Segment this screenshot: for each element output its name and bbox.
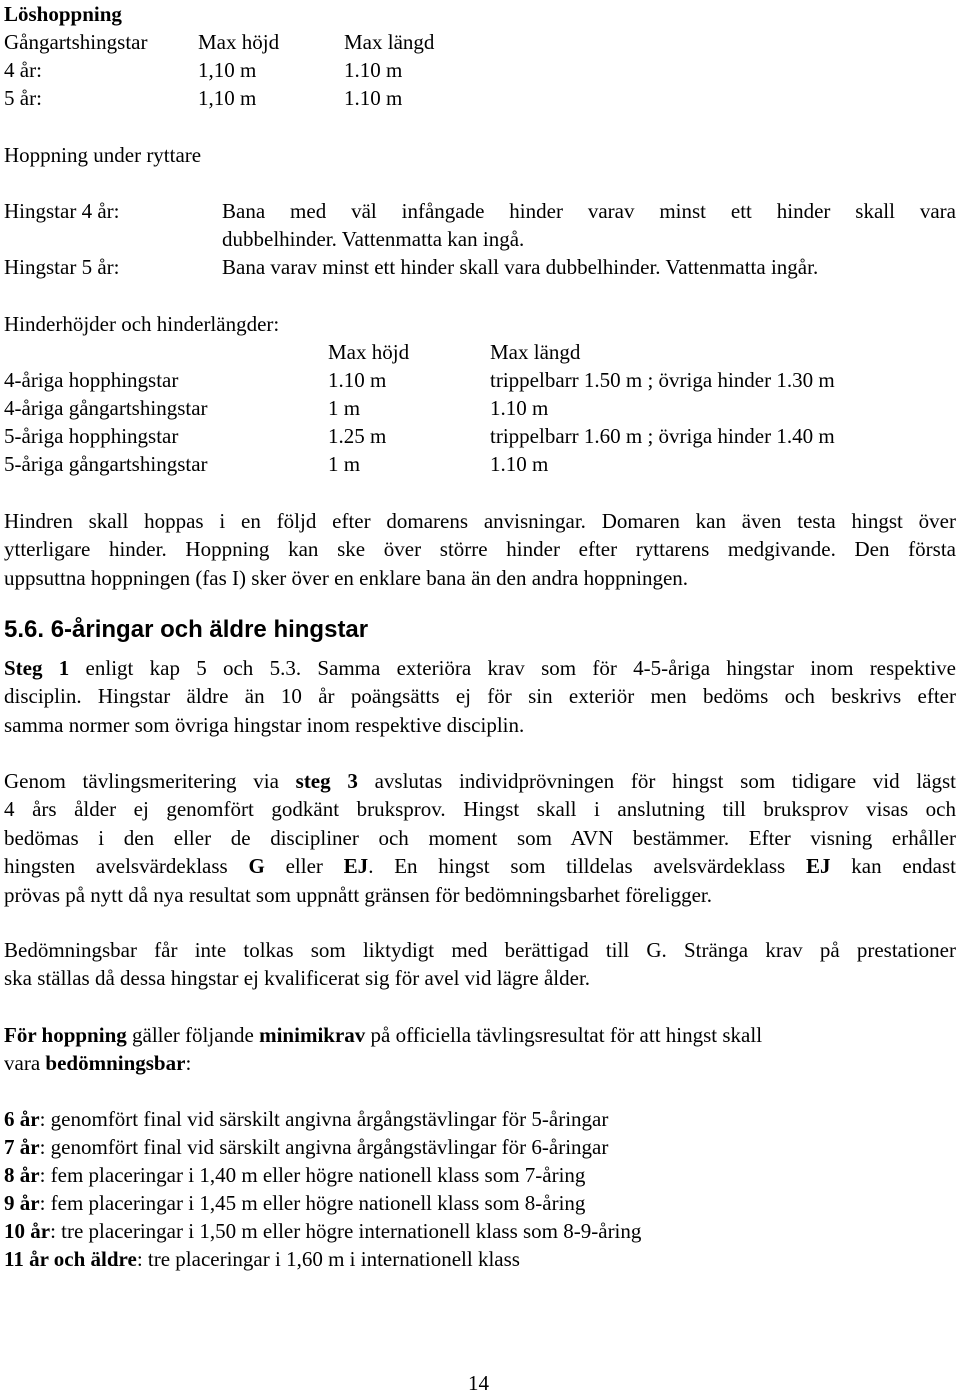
paragraph-for-hoppning <box>4 1021 762 1049</box>
emphasis: För hoppning <box>4 1023 127 1047</box>
paragraph-steg <box>4 654 956 739</box>
requirement-age: 6 år <box>4 1107 40 1131</box>
section-heading <box>4 614 368 646</box>
paragraph-hindren <box>4 507 956 592</box>
loshoppning-row-label: 4 år: <box>4 58 42 82</box>
paragraph-text: vara <box>4 1051 46 1075</box>
ryttare-h4-line1: Bana med väl infångade hinder varav minst ett hinder skall vara <box>222 199 956 223</box>
paragraph-line: Hindren skall hoppas i en följd efter domarens anvisningar. Domaren kan även testa hingst över <box>4 509 956 533</box>
paragraph-line: bedömas i den eller de discipliner och moment som AVN bestämmer. Efter visning erhåller <box>4 825 956 850</box>
paragraph-text: . En hingst som tilldelas avelsvärdeklass <box>368 854 806 879</box>
loshoppning-col2: Max höjd <box>198 30 280 54</box>
requirement-text: : fem placeringar i 1,45 m eller högre nationell klass som 8-åring <box>39 1191 586 1215</box>
ryttare-heading: Hoppning under ryttare <box>4 143 202 167</box>
steg-label: steg 3 <box>295 769 358 793</box>
paragraph-line <box>4 767 956 795</box>
emphasis: minimikrav <box>259 1023 366 1047</box>
paragraph-line <box>4 852 956 880</box>
ryttare-h5-text: Bana varav minst ett hinder skall vara dubbelhinder. Vattenmatta ingår. <box>222 255 819 279</box>
loshoppning-col3: Max längd <box>344 30 435 54</box>
loshoppning-col1: Gångartshingstar <box>4 30 148 54</box>
class-ej: EJ <box>343 854 369 879</box>
hinder-row-height: 1.10 m <box>328 368 387 392</box>
paragraph-text: : <box>185 1051 192 1075</box>
page-number: 14 <box>468 1371 489 1395</box>
requirement-age: 8 år <box>4 1163 40 1187</box>
hinder-col-length: Max längd <box>490 340 581 364</box>
loshoppning-row-height: 1,10 m <box>198 86 257 110</box>
paragraph-line: uppsuttna hoppningen (fas I) sker över en enklare bana än den andra hoppningen. <box>4 565 689 590</box>
section-title: 6-åringar och äldre hingstar <box>50 616 369 643</box>
paragraph-text: Genom tävlingsmeritering via <box>4 769 296 793</box>
paragraph-line: ytterligare hinder. Hoppning kan ske över större hinder efter ryttarens medgivande. Den första <box>4 537 956 562</box>
paragraph-text: kan endast <box>830 854 956 879</box>
requirement-text: : genomfört final vid särskilt angivna årgångstävlingar för 6-åringar <box>39 1135 609 1159</box>
loshoppning-row-height: 1,10 m <box>198 58 257 82</box>
hinder-row-length: 1.10 m <box>490 452 549 476</box>
ryttare-h5-label: Hingstar 5 år: <box>4 255 120 279</box>
loshoppning-row-label: 5 år: <box>4 86 42 110</box>
requirement-text: : tre placeringar i 1,50 m eller högre internationell klass som 8-9-åring <box>50 1219 642 1243</box>
paragraph-line: Bedömningsbar får inte tolkas som liktydigt med berättigad till G. Stränga krav på prestationer <box>4 938 956 962</box>
loshoppning-row-length: 1.10 m <box>344 86 403 110</box>
requirement-text: : tre placeringar i 1,60 m i internationell klass <box>136 1247 520 1271</box>
steg-label: Steg 1 <box>4 656 70 680</box>
requirement-item <box>4 1245 520 1273</box>
requirement-item <box>4 1217 641 1245</box>
requirement-text: : genomfört final vid särskilt angivna årgångstävlingar för 5-åringar <box>39 1107 609 1131</box>
paragraph-text: enligt kap 5 och 5.3. Samma exteriöra krav som för 4-5-åriga hingstar inom respektive <box>69 656 956 680</box>
requirement-age: 11 år och äldre <box>4 1247 137 1271</box>
paragraph-line: 4 års ålder ej genomfört godkänt bruksprov. Hingst skall i anslutning till bruksprov visas och <box>4 797 956 822</box>
paragraph-for-hoppning-line2 <box>4 1049 191 1077</box>
hinder-row-height: 1 m <box>328 452 361 476</box>
hinder-row-height: 1 m <box>328 396 361 420</box>
hinder-row-label: 4-åriga hopphingstar <box>4 368 179 392</box>
section-number: 5.6. <box>4 616 45 643</box>
requirement-age: 10 år <box>4 1219 51 1243</box>
paragraph-line: ska ställas då dessa hingstar ej kvalificerat sig för avel vid lägre ålder. <box>4 966 591 991</box>
paragraph-line: disciplin. Hingstar äldre än 10 år poängsätts ej för sin exteriör men bedöms och beskrivs efter <box>4 684 956 709</box>
requirement-text: : fem placeringar i 1,40 m eller högre nationell klass som 7-åring <box>39 1163 586 1187</box>
emphasis: bedömningsbar <box>45 1051 186 1075</box>
hinder-row-length: 1.10 m <box>490 396 549 420</box>
paragraph-bedomningsbar <box>4 936 956 993</box>
requirement-item <box>4 1161 585 1189</box>
hinder-row-label: 5-åriga gångartshingstar <box>4 452 208 476</box>
requirement-age: 9 år <box>4 1191 40 1215</box>
class-ej: EJ <box>805 854 831 879</box>
paragraph-text: hingsten avelsvärdeklass <box>4 854 249 879</box>
paragraph-line: prövas på nytt då nya resultat som uppnått gränsen för bedömningsbarhet föreligger. <box>4 882 712 907</box>
hinder-row-length: trippelbarr 1.50 m ; övriga hinder 1.30 m <box>490 368 835 392</box>
hinder-col-height: Max höjd <box>328 340 410 364</box>
requirement-age: 7 år <box>4 1135 40 1159</box>
paragraph-text: gäller följande <box>126 1023 260 1047</box>
requirement-item <box>4 1105 608 1133</box>
hinder-row-label: 5-åriga hopphingstar <box>4 424 179 448</box>
ryttare-h4-line2: dubbelhinder. Vattenmatta kan ingå. <box>222 227 525 251</box>
hinder-heading: Hinderhöjder och hinderlängder: <box>4 312 280 336</box>
paragraph-line: samma normer som övriga hingstar inom respektive disciplin. <box>4 712 525 737</box>
requirement-item <box>4 1133 608 1161</box>
hinder-row-length: trippelbarr 1.60 m ; övriga hinder 1.40 m <box>490 424 835 448</box>
paragraph-genom <box>4 767 956 909</box>
paragraph-text: eller <box>264 854 344 879</box>
loshoppning-row-length: 1.10 m <box>344 58 403 82</box>
paragraph-text: avslutas individprövningen för hingst som tidigare vid lägst <box>357 769 956 793</box>
requirement-item <box>4 1189 585 1217</box>
loshoppning-heading: Löshoppning <box>4 2 122 26</box>
class-g: G <box>248 854 265 879</box>
paragraph-text: på officiella tävlingsresultat för att hingst skall <box>365 1023 763 1047</box>
ryttare-h4-label: Hingstar 4 år: <box>4 199 120 223</box>
paragraph-line <box>4 654 956 682</box>
hinder-row-height: 1.25 m <box>328 424 387 448</box>
hinder-row-label: 4-åriga gångartshingstar <box>4 396 208 420</box>
